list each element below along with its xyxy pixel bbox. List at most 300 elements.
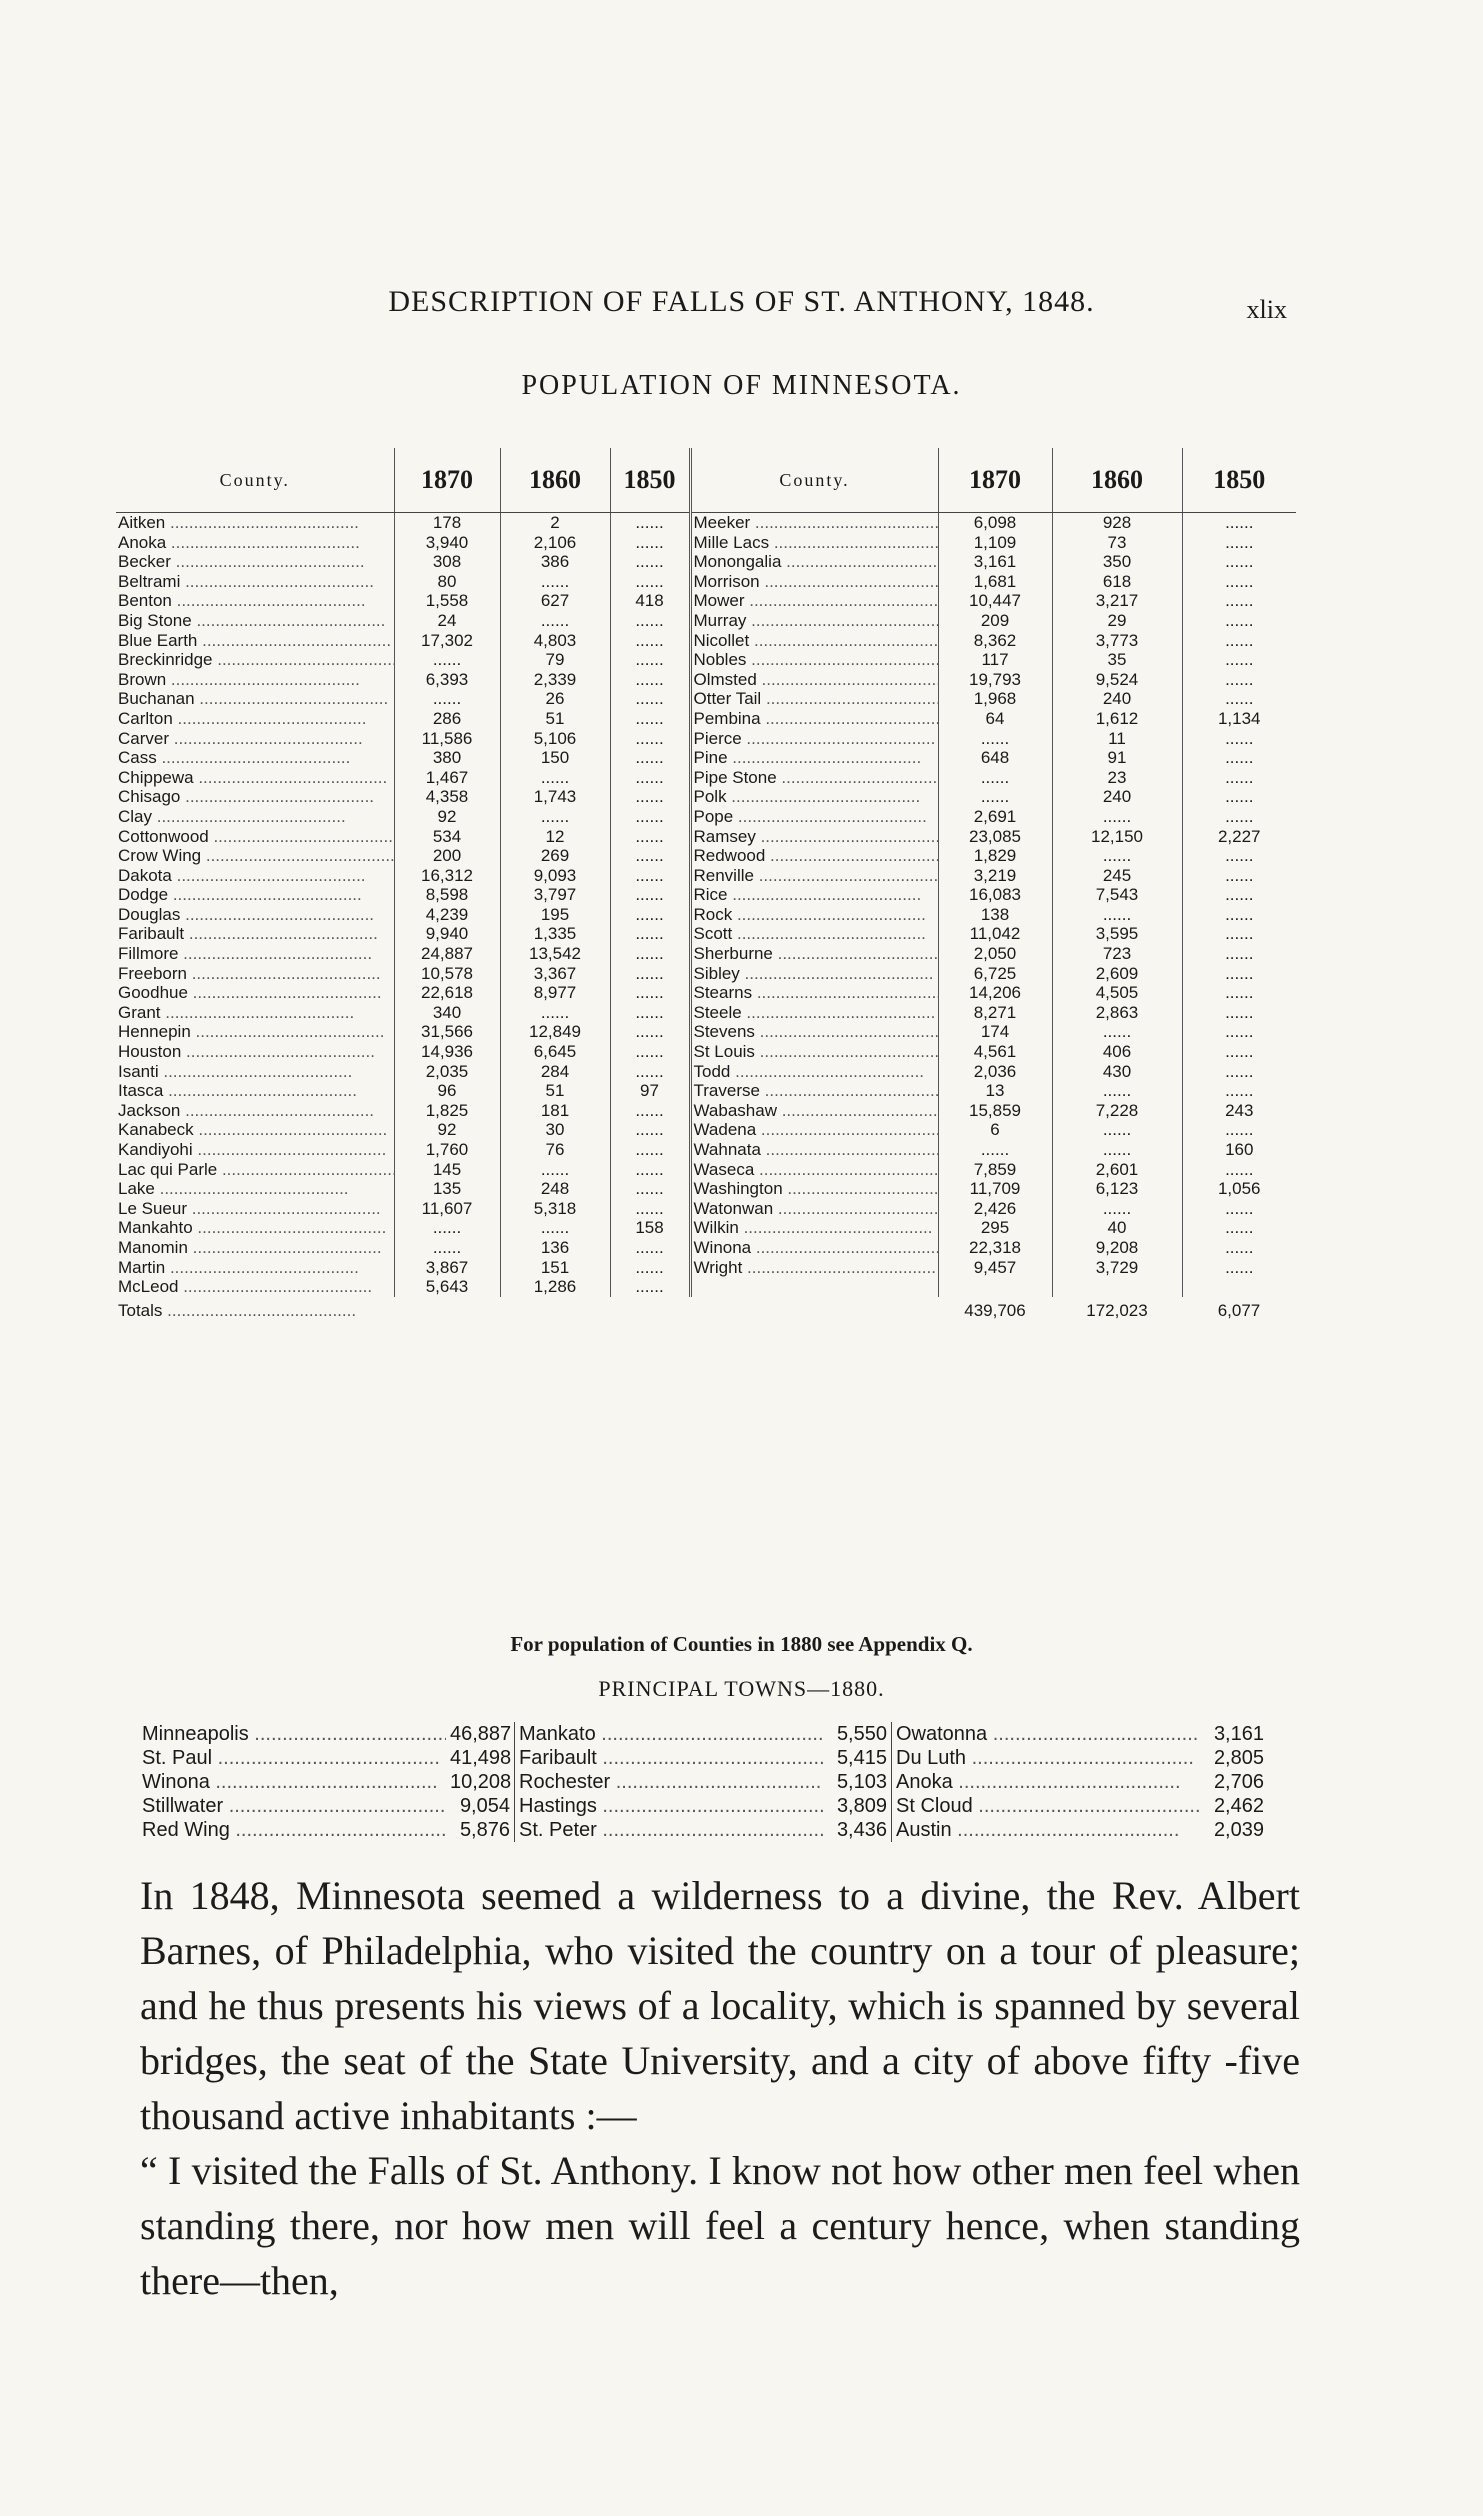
population-1850-cell: ......	[610, 1120, 690, 1140]
totals-1860-cell: 172,023	[1086, 1300, 1148, 1320]
population-1860-cell: 2,609	[1052, 964, 1182, 984]
population-1860-cell: 2	[500, 513, 610, 533]
population-1860-cell: 1,286	[500, 1277, 610, 1297]
table-row	[116, 1101, 1296, 1121]
body-text	[140, 1868, 1300, 2308]
population-1850-cell: ......	[1182, 807, 1296, 827]
population-1870-cell: 6,098	[938, 513, 1052, 533]
county-name-cell: Wahnata .....	[690, 1140, 938, 1160]
table-row	[116, 513, 1296, 533]
population-1850-cell: ......	[1182, 513, 1296, 533]
population-1860-cell: 928	[1052, 513, 1182, 533]
county-name-cell: Stearns .....	[690, 983, 938, 1003]
population-1870-cell: 3,867	[394, 1258, 500, 1278]
population-1870-cell: 380	[394, 748, 500, 768]
population-1860-cell: ......	[500, 1160, 610, 1180]
population-1860-cell: 73	[1052, 533, 1182, 553]
population-1860-cell: 2,863	[1052, 1003, 1182, 1023]
population-1870-cell: 2,691	[938, 807, 1052, 827]
table-row	[116, 885, 1296, 905]
population-1870-cell: 22,618	[394, 983, 500, 1003]
population-1870-cell: 1,968	[938, 689, 1052, 709]
table-row	[116, 768, 1296, 788]
body-paragraph: “ I visited the Falls of St. Anthony. I know not how other men feel when standing there, nor how men will feel a century hence, when standing there—then,	[140, 2148, 1300, 2303]
population-1870-cell: 24	[394, 611, 500, 631]
population-1850-cell: ......	[1182, 787, 1296, 807]
table-row	[116, 611, 1296, 631]
population-1860-cell: 284	[500, 1062, 610, 1082]
population-1850-cell: ......	[610, 552, 690, 572]
county-name-cell: St Louis .....	[690, 1042, 938, 1062]
county-name-cell: Mankahto .....	[116, 1218, 394, 1238]
county-name-cell: Pierce .....	[690, 729, 938, 749]
population-1860-cell: 350	[1052, 552, 1182, 572]
population-1850-cell: 243	[1182, 1101, 1296, 1121]
population-1870-cell: 6,393	[394, 670, 500, 690]
population-1860-cell: 51	[500, 709, 610, 729]
town-name-cell: Rochester .....	[515, 1770, 824, 1794]
population-1870-cell: 308	[394, 552, 500, 572]
population-1860-cell: 151	[500, 1258, 610, 1278]
population-1850-cell: ......	[1182, 1042, 1296, 1062]
population-1850-cell: ......	[1182, 1218, 1296, 1238]
population-1850-cell: ......	[1182, 1081, 1296, 1101]
population-1860-cell: 4,505	[1052, 983, 1182, 1003]
county-name-cell: Carver .....	[116, 729, 394, 749]
county-name-cell: Rock .....	[690, 905, 938, 925]
population-1860-cell: 1,743	[500, 787, 610, 807]
population-1860-cell: ......	[1052, 1022, 1182, 1042]
population-1870-cell: 11,709	[938, 1179, 1052, 1199]
town-name-cell: Anoka .....	[892, 1770, 1201, 1794]
population-1870-cell: 209	[938, 611, 1052, 631]
col-county-right: County.	[690, 448, 938, 513]
population-1850-cell: ......	[610, 866, 690, 886]
county-name-cell: Rice .....	[690, 885, 938, 905]
county-name-cell: Chippewa .....	[116, 768, 394, 788]
population-1850-cell: 158	[610, 1218, 690, 1238]
population-1850-cell: ......	[610, 650, 690, 670]
population-1860-cell: ......	[1052, 846, 1182, 866]
table-row	[116, 1003, 1296, 1023]
population-1850-cell: ......	[1182, 905, 1296, 925]
population-1870-cell: 1,558	[394, 591, 500, 611]
county-name-cell: Houston .....	[116, 1042, 394, 1062]
population-1870-cell: 96	[394, 1081, 500, 1101]
county-name-cell: McLeod .....	[116, 1277, 394, 1297]
population-1850-cell: ......	[1182, 572, 1296, 592]
population-1850-cell: ......	[610, 827, 690, 847]
county-name-cell: Hennepin .....	[116, 1022, 394, 1042]
county-name-cell: Pipe Stone .....	[690, 768, 938, 788]
county-name-cell: Crow Wing .....	[116, 846, 394, 866]
population-1870-cell: 135	[394, 1179, 500, 1199]
population-1870-cell: ......	[394, 689, 500, 709]
population-1850-cell: ......	[610, 748, 690, 768]
population-1870-cell: ......	[394, 1238, 500, 1258]
table-row	[116, 827, 1296, 847]
county-name-cell: Renville .....	[690, 866, 938, 886]
table-row	[116, 1120, 1296, 1140]
population-1870-cell: 11,586	[394, 729, 500, 749]
population-1870-cell: 11,607	[394, 1199, 500, 1219]
population-1860-cell: 2,339	[500, 670, 610, 690]
population-1860-cell: ......	[1052, 1120, 1182, 1140]
county-name-cell: Lac qui Parle .....	[116, 1160, 394, 1180]
population-1850-cell: ......	[1182, 1258, 1296, 1278]
towns-row	[138, 1818, 1268, 1842]
table-row	[116, 572, 1296, 592]
population-1850-cell: ......	[1182, 964, 1296, 984]
population-1870-cell: 178	[394, 513, 500, 533]
population-1870-cell: ......	[938, 729, 1052, 749]
population-1860-cell: 406	[1052, 1042, 1182, 1062]
table-row	[116, 1160, 1296, 1180]
population-1850-cell: ......	[610, 1179, 690, 1199]
population-1860-cell: 40	[1052, 1218, 1182, 1238]
population-1850-cell: ......	[610, 1160, 690, 1180]
population-1850-cell: 160	[1182, 1140, 1296, 1160]
county-name-cell: Morrison .....	[690, 572, 938, 592]
population-1860-cell: 248	[500, 1179, 610, 1199]
table-title: POPULATION OF MINNESOTA.	[521, 370, 962, 401]
population-1860-cell: 5,106	[500, 729, 610, 749]
population-1850-cell: ......	[610, 905, 690, 925]
population-1860-cell: 627	[500, 591, 610, 611]
population-1850-cell: ......	[1182, 1062, 1296, 1082]
population-1860-cell: 13,542	[500, 944, 610, 964]
population-1850-cell: 2,227	[1182, 827, 1296, 847]
population-1860-cell: 195	[500, 905, 610, 925]
population-1870-cell: 5,643	[394, 1277, 500, 1297]
population-1850-cell: ......	[1182, 885, 1296, 905]
population-1860-cell: 3,729	[1052, 1258, 1182, 1278]
town-name-cell: St. Paul .....	[138, 1746, 446, 1770]
county-name-cell: Otter Tail .....	[690, 689, 938, 709]
population-1850-cell: ......	[1182, 866, 1296, 886]
table-row	[116, 1218, 1296, 1238]
town-name-cell: Hastings .....	[515, 1794, 824, 1818]
population-1870-cell: 8,362	[938, 631, 1052, 651]
table-row	[116, 1277, 1296, 1297]
county-name-cell: Steele .....	[690, 1003, 938, 1023]
population-1870-cell: 14,936	[394, 1042, 500, 1062]
population-1860-cell: 181	[500, 1101, 610, 1121]
county-name-cell: Manomin .....	[116, 1238, 394, 1258]
population-1860-cell: ......	[500, 572, 610, 592]
population-1870-cell: 92	[394, 1120, 500, 1140]
population-1850-cell: ......	[610, 1258, 690, 1278]
population-1870-cell: 6	[938, 1120, 1052, 1140]
population-1860-cell: 29	[1052, 611, 1182, 631]
population-1850-cell: ......	[1182, 670, 1296, 690]
population-1850-cell: ......	[610, 1003, 690, 1023]
table-row	[116, 533, 1296, 553]
page-number: xlix	[1246, 295, 1287, 324]
county-name-cell: Sherburne .....	[690, 944, 938, 964]
table-row	[116, 924, 1296, 944]
population-1860-cell: 51	[500, 1081, 610, 1101]
table-row	[116, 1042, 1296, 1062]
population-1870-cell: 92	[394, 807, 500, 827]
population-1870-cell: 9,940	[394, 924, 500, 944]
table-row	[116, 944, 1296, 964]
table-row	[116, 1179, 1296, 1199]
population-1870-cell: 3,940	[394, 533, 500, 553]
population-1870-cell: 23,085	[938, 827, 1052, 847]
population-1860-cell: 3,595	[1052, 924, 1182, 944]
county-name-cell: Todd .....	[690, 1062, 938, 1082]
table-header-row	[116, 448, 1296, 513]
county-name-cell: Mille Lacs .....	[690, 533, 938, 553]
table-row	[116, 1258, 1296, 1278]
population-1870-cell: 145	[394, 1160, 500, 1180]
col-1850-left: 1850	[610, 448, 690, 513]
population-1860-cell: 91	[1052, 748, 1182, 768]
county-name-cell: Goodhue .....	[116, 983, 394, 1003]
population-1860-cell: 1,335	[500, 924, 610, 944]
population-1850-cell: ......	[610, 611, 690, 631]
table-row	[116, 807, 1296, 827]
county-name-cell: Grant .....	[116, 1003, 394, 1023]
population-1870-cell: 19,793	[938, 670, 1052, 690]
town-population-cell: 46,887	[450, 1723, 512, 1745]
population-1850-cell: ......	[1182, 983, 1296, 1003]
population-1850-cell: ......	[610, 1101, 690, 1121]
county-name-cell	[690, 1277, 938, 1297]
population-1860-cell: 150	[500, 748, 610, 768]
county-name-cell: Sibley .....	[690, 964, 938, 984]
county-name-cell: Blue Earth .....	[116, 631, 394, 651]
population-1860-cell: ......	[500, 1218, 610, 1238]
population-1870-cell	[938, 1277, 1052, 1297]
table-row	[116, 670, 1296, 690]
population-1850-cell: ......	[610, 1022, 690, 1042]
county-name-cell: Wright .....	[690, 1258, 938, 1278]
county-name-cell: Itasca .....	[116, 1081, 394, 1101]
population-1850-cell: ......	[1182, 1238, 1296, 1258]
population-1870-cell: 1,829	[938, 846, 1052, 866]
population-1870-cell: 1,109	[938, 533, 1052, 553]
population-1870-cell: 10,447	[938, 591, 1052, 611]
population-1860-cell: ......	[500, 807, 610, 827]
population-1850-cell: ......	[1182, 552, 1296, 572]
population-1860-cell: 6,123	[1052, 1179, 1182, 1199]
population-1850-cell: ......	[610, 1062, 690, 1082]
county-name-cell: Big Stone .....	[116, 611, 394, 631]
county-name-cell: Redwood .....	[690, 846, 938, 866]
population-1850-cell: ......	[610, 768, 690, 788]
population-1870-cell: 14,206	[938, 983, 1052, 1003]
population-1870-cell: 15,859	[938, 1101, 1052, 1121]
population-1860-cell: 3,217	[1052, 591, 1182, 611]
population-1870-cell: 64	[938, 709, 1052, 729]
population-1870-cell: 24,887	[394, 944, 500, 964]
population-1870-cell: 117	[938, 650, 1052, 670]
population-1870-cell: 138	[938, 905, 1052, 925]
col-1870-left: 1870	[394, 448, 500, 513]
population-1860-cell: ......	[500, 611, 610, 631]
population-1860-cell: 9,524	[1052, 670, 1182, 690]
population-1860-cell: ......	[500, 768, 610, 788]
table-row	[116, 631, 1296, 651]
county-name-cell: Carlton .....	[116, 709, 394, 729]
population-1870-cell: ......	[394, 650, 500, 670]
population-1850-cell: ......	[610, 1140, 690, 1160]
population-1870-cell: 2,036	[938, 1062, 1052, 1082]
table-row	[116, 1199, 1296, 1219]
population-1860-cell: 245	[1052, 866, 1182, 886]
population-1860-cell: 12,849	[500, 1022, 610, 1042]
towns-title: PRINCIPAL TOWNS—1880.	[598, 1676, 885, 1701]
totals-label: Totals .....	[116, 1297, 938, 1321]
population-1860-cell: 4,803	[500, 631, 610, 651]
town-name-cell: St. Peter .....	[515, 1818, 824, 1842]
county-name-cell: Douglas .....	[116, 905, 394, 925]
population-1850-cell: ......	[610, 964, 690, 984]
population-1870-cell: 4,239	[394, 905, 500, 925]
towns-row	[138, 1746, 1268, 1770]
county-name-cell: Murray .....	[690, 611, 938, 631]
town-population-cell: 3,436	[836, 1819, 887, 1841]
table-row	[116, 1140, 1296, 1160]
town-population-cell: 3,161	[1213, 1723, 1264, 1745]
population-1860-cell: 35	[1052, 650, 1182, 670]
population-1850-cell: ......	[610, 1238, 690, 1258]
population-1870-cell: 3,161	[938, 552, 1052, 572]
table-row	[116, 866, 1296, 886]
population-1860-cell: 3,773	[1052, 631, 1182, 651]
population-1850-cell: ......	[1182, 846, 1296, 866]
population-1850-cell: ......	[1182, 729, 1296, 749]
population-1850-cell: ......	[610, 670, 690, 690]
county-name-cell: Waseca .....	[690, 1160, 938, 1180]
county-name-cell: Martin .....	[116, 1258, 394, 1278]
county-name-cell: Polk .....	[690, 787, 938, 807]
town-population-cell: 2,039	[1213, 1819, 1264, 1841]
population-1850-cell: ......	[1182, 1003, 1296, 1023]
town-population-cell: 3,809	[836, 1795, 887, 1817]
population-1870-cell: 2,050	[938, 944, 1052, 964]
population-1860-cell: 9,208	[1052, 1238, 1182, 1258]
population-1850-cell: ......	[610, 533, 690, 553]
population-1850-cell: ......	[610, 513, 690, 533]
population-1870-cell: 295	[938, 1218, 1052, 1238]
population-1860-cell: ......	[500, 1003, 610, 1023]
population-1860-cell: 723	[1052, 944, 1182, 964]
county-name-cell: Le Sueur .....	[116, 1199, 394, 1219]
body-paragraph: In 1848, Minnesota seemed a wilderness to a divine, the Rev. Albert Barnes, of Philadelphia, who visited the country on a tour of pleasure; and he thus presents his views of a locality, which is spanned by several bridges, the seat of the State University, and a city of above fifty -five thousand active inhabitants :—	[140, 1873, 1300, 2138]
county-name-cell: Scott .....	[690, 924, 938, 944]
population-1850-cell: ......	[1182, 768, 1296, 788]
population-1870-cell: 11,042	[938, 924, 1052, 944]
population-1850-cell: ......	[610, 787, 690, 807]
population-1870-cell: 4,358	[394, 787, 500, 807]
population-1870-cell: 1,760	[394, 1140, 500, 1160]
county-name-cell: Winona .....	[690, 1238, 938, 1258]
population-1870-cell: ......	[394, 1218, 500, 1238]
population-1860-cell: 12,150	[1052, 827, 1182, 847]
county-name-cell: Monongalia .....	[690, 552, 938, 572]
table-row	[116, 650, 1296, 670]
population-1870-cell: 648	[938, 748, 1052, 768]
population-1850-cell	[1182, 1277, 1296, 1297]
population-1850-cell: ......	[610, 631, 690, 651]
town-population-cell: 5,103	[836, 1771, 887, 1793]
table-row	[116, 748, 1296, 768]
appendix-note: For population of Counties in 1880 see Appendix Q.	[510, 1632, 973, 1656]
population-1870-cell: 8,598	[394, 885, 500, 905]
county-name-cell: Cass .....	[116, 748, 394, 768]
towns-table-body	[138, 1722, 1268, 1842]
population-1870-cell: 1,467	[394, 768, 500, 788]
county-name-cell: Mower .....	[690, 591, 938, 611]
population-1870-cell: 4,561	[938, 1042, 1052, 1062]
population-1850-cell: ......	[610, 983, 690, 1003]
population-1860-cell: 386	[500, 552, 610, 572]
county-name-cell: Olmsted .....	[690, 670, 938, 690]
county-name-cell: Pembina .....	[690, 709, 938, 729]
population-1850-cell: ......	[1182, 1199, 1296, 1219]
population-table	[116, 448, 1296, 1320]
population-1870-cell: 174	[938, 1022, 1052, 1042]
col-1850-right: 1850	[1182, 448, 1296, 513]
population-1850-cell: ......	[610, 846, 690, 866]
population-1860-cell: 1,612	[1052, 709, 1182, 729]
county-name-cell: Lake .....	[116, 1179, 394, 1199]
town-name-cell: Faribault .....	[515, 1746, 824, 1770]
population-1860-cell: 430	[1052, 1062, 1182, 1082]
county-name-cell: Stevens .....	[690, 1022, 938, 1042]
county-name-cell: Freeborn .....	[116, 964, 394, 984]
population-1860-cell: 618	[1052, 572, 1182, 592]
population-1860-cell: 6,645	[500, 1042, 610, 1062]
county-name-cell: Cottonwood .....	[116, 827, 394, 847]
county-name-cell: Meeker .....	[690, 513, 938, 533]
totals-row	[116, 1297, 1296, 1321]
table-row	[116, 983, 1296, 1003]
population-1860-cell: 269	[500, 846, 610, 866]
population-1860-cell: 26	[500, 689, 610, 709]
town-name-cell: Red Wing .....	[138, 1818, 446, 1842]
county-name-cell: Ramsey .....	[690, 827, 938, 847]
population-1860-cell: 240	[1052, 787, 1182, 807]
population-1860-cell: 12	[500, 827, 610, 847]
population-1860-cell	[1052, 1277, 1182, 1297]
running-header: DESCRIPTION OF FALLS OF ST. ANTHONY, 1848.	[388, 285, 1095, 318]
county-name-cell: Washington .....	[690, 1179, 938, 1199]
population-1850-cell: 1,056	[1182, 1179, 1296, 1199]
population-1850-cell: 97	[610, 1081, 690, 1101]
town-population-cell: 5,550	[836, 1723, 887, 1745]
table-row	[116, 1238, 1296, 1258]
population-1860-cell: 2,601	[1052, 1160, 1182, 1180]
population-1870-cell: 2,035	[394, 1062, 500, 1082]
table-row	[116, 964, 1296, 984]
population-1860-cell: ......	[1052, 1081, 1182, 1101]
table-row	[116, 689, 1296, 709]
table-row	[116, 905, 1296, 925]
population-1860-cell: 240	[1052, 689, 1182, 709]
county-name-cell: Wadena .....	[690, 1120, 938, 1140]
population-1850-cell: ......	[1182, 1160, 1296, 1180]
population-1870-cell: 13	[938, 1081, 1052, 1101]
town-population-cell: 10,208	[450, 1771, 512, 1793]
county-name-cell: Jackson .....	[116, 1101, 394, 1121]
population-1870-cell: 8,271	[938, 1003, 1052, 1023]
population-1870-cell: 1,681	[938, 572, 1052, 592]
county-name-cell: Aitken .....	[116, 513, 394, 533]
